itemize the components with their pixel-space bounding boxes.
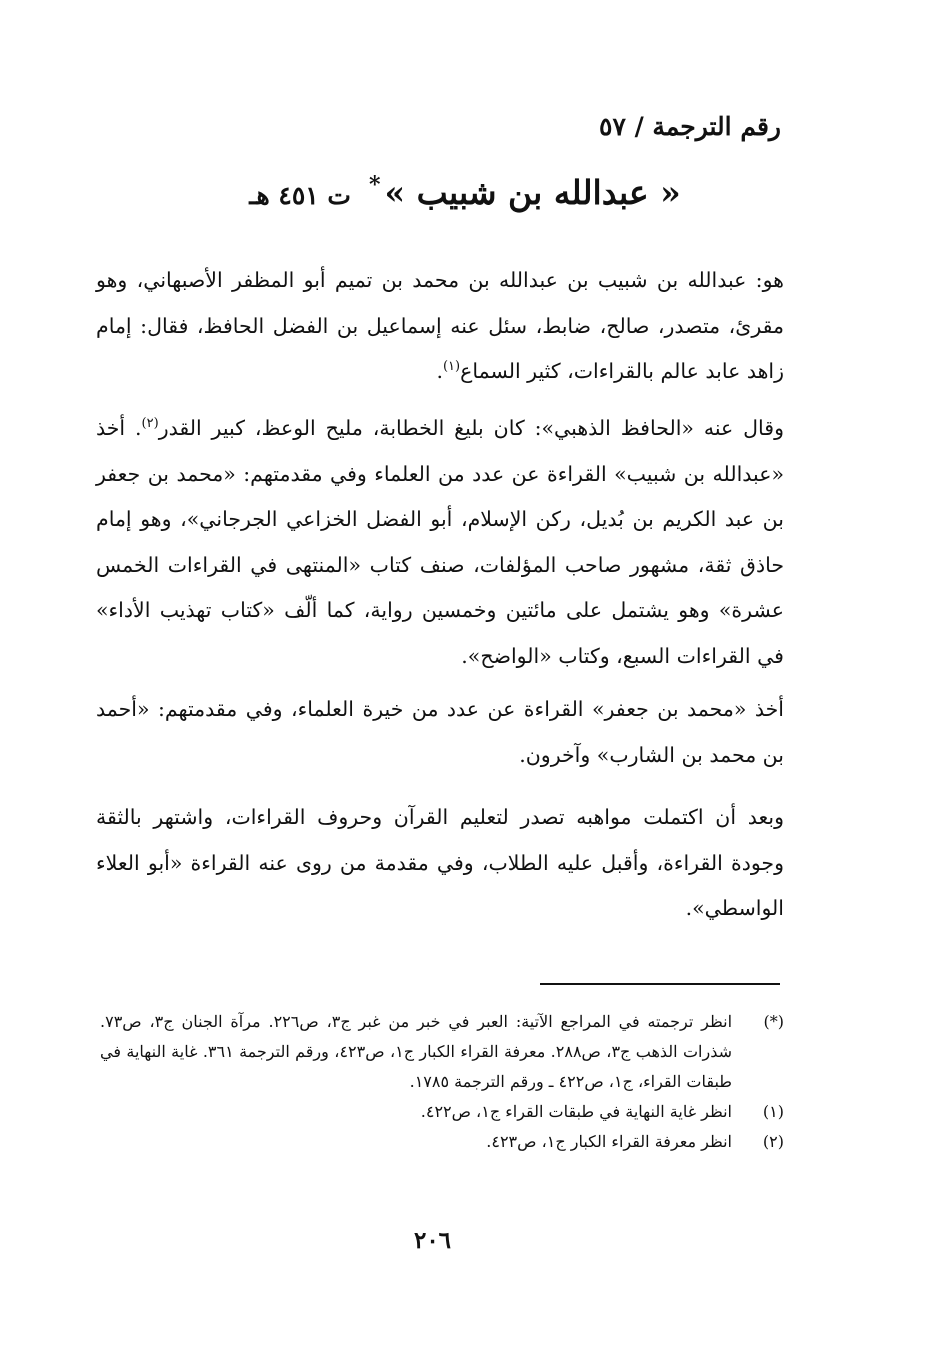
footnote-1 — [100, 1097, 784, 1127]
footnote-mark: (٢) — [762, 1132, 784, 1151]
footnote-ref-1: (١) — [442, 359, 461, 375]
paragraph-dhahabi-text-a: وقال عنه «الحافظ الذهبي»: كان بليغ الخطابة، مليح الوعظ، كبير القدر — [158, 416, 784, 440]
paragraph-intro — [96, 258, 784, 395]
paragraph-students: وبعد أن اكتملت مواهبه تصدر لتعليم القرآن وحروف القراءات، واشتهر بالثقة وجودة القراءة، وأقبل عليه الطلاب، وفي مقدمة من روى عنه القراءة «أبو العلاء الواسطي». — [96, 805, 784, 920]
paragraph-intro-text: هو: عبدالله بن شبيب بن عبدالله بن محمد بن تميم أبو المظفر الأصبهاني، وهو مقرئ، متصدر، صالح، ضابط، سئل عنه إسماعيل بن الفضل الحافظ، فقال: إمام زاهد عابد عالم بالقراءات، كثير السماع — [96, 268, 784, 383]
paragraph-teachers: أخذ «محمد بن جعفر» القراءة عن عدد من خيرة العلماء، وفي مقدمتهم: «أحمد بن محمد بن الشارب» وآخرون. — [96, 697, 784, 767]
footnote-mark: (١) — [762, 1102, 784, 1121]
entry-number-heading: رقم الترجمة / ٥٧ — [599, 112, 781, 141]
biography-name: « عبدالله بن شبيب » — [384, 173, 681, 212]
footnote-sources — [100, 1007, 784, 1097]
paragraph-dhahabi-text-b: . أخذ «عبدالله بن شبيب» القراءة عن عدد من العلماء وفي مقدمتهم: «محمد بن جعفر بن عبد الكريم بن بُديل، ركن الإسلام، أبو الفضل الخزاعي الجرجاني»، وهو إمام حاذق ثقة، مشهور صاحب المؤلفات، صنف كتاب «المنتهى في القراءات الخمس عشرة» وهو يشتمل على مائتين وخمسين رواية، كما ألّف «كتاب تهذيب الأداء» في القراءات السبع، وكتاب «الواضح». — [96, 416, 784, 668]
footnote-text: انظر ترجمته في المراجع الآتية: العبر في خبر من غبر ج٣، ص٢٢٦. مرآة الجنان ج٣، ص٧٣. شذرات الذهب ج٣، ص٢٨٨. معرفة القراء الكبار ج١، ص٤٢٣، ورقم الترجمة ٣٦١. غاية النهاية في طبقات القراء، ج١، ص٤٢٢ ـ ورقم الترجمة ١٧٨٥. — [100, 1012, 733, 1091]
footnote-marker-star: * — [368, 172, 381, 198]
paragraph-intro-end: . — [436, 359, 443, 383]
footnote-divider — [540, 983, 780, 985]
footnote-mark: (*) — [763, 1012, 784, 1031]
death-year: ت ٤٥١ هـ — [249, 181, 351, 210]
paragraph-dhahabi — [96, 406, 784, 679]
biography-title — [120, 172, 810, 212]
page-number: ٢٠٦ — [413, 1227, 452, 1254]
footnotes-section — [100, 1007, 784, 1157]
footnote-ref-2: (٢) — [141, 416, 159, 432]
footnote-2 — [100, 1127, 784, 1157]
footnote-text: انظر معرفة القراء الكبار ج١، ص٤٢٣. — [486, 1132, 732, 1151]
footnote-text: انظر غاية النهاية في طبقات القراء ج١، ص٤٢٢. — [420, 1102, 732, 1121]
